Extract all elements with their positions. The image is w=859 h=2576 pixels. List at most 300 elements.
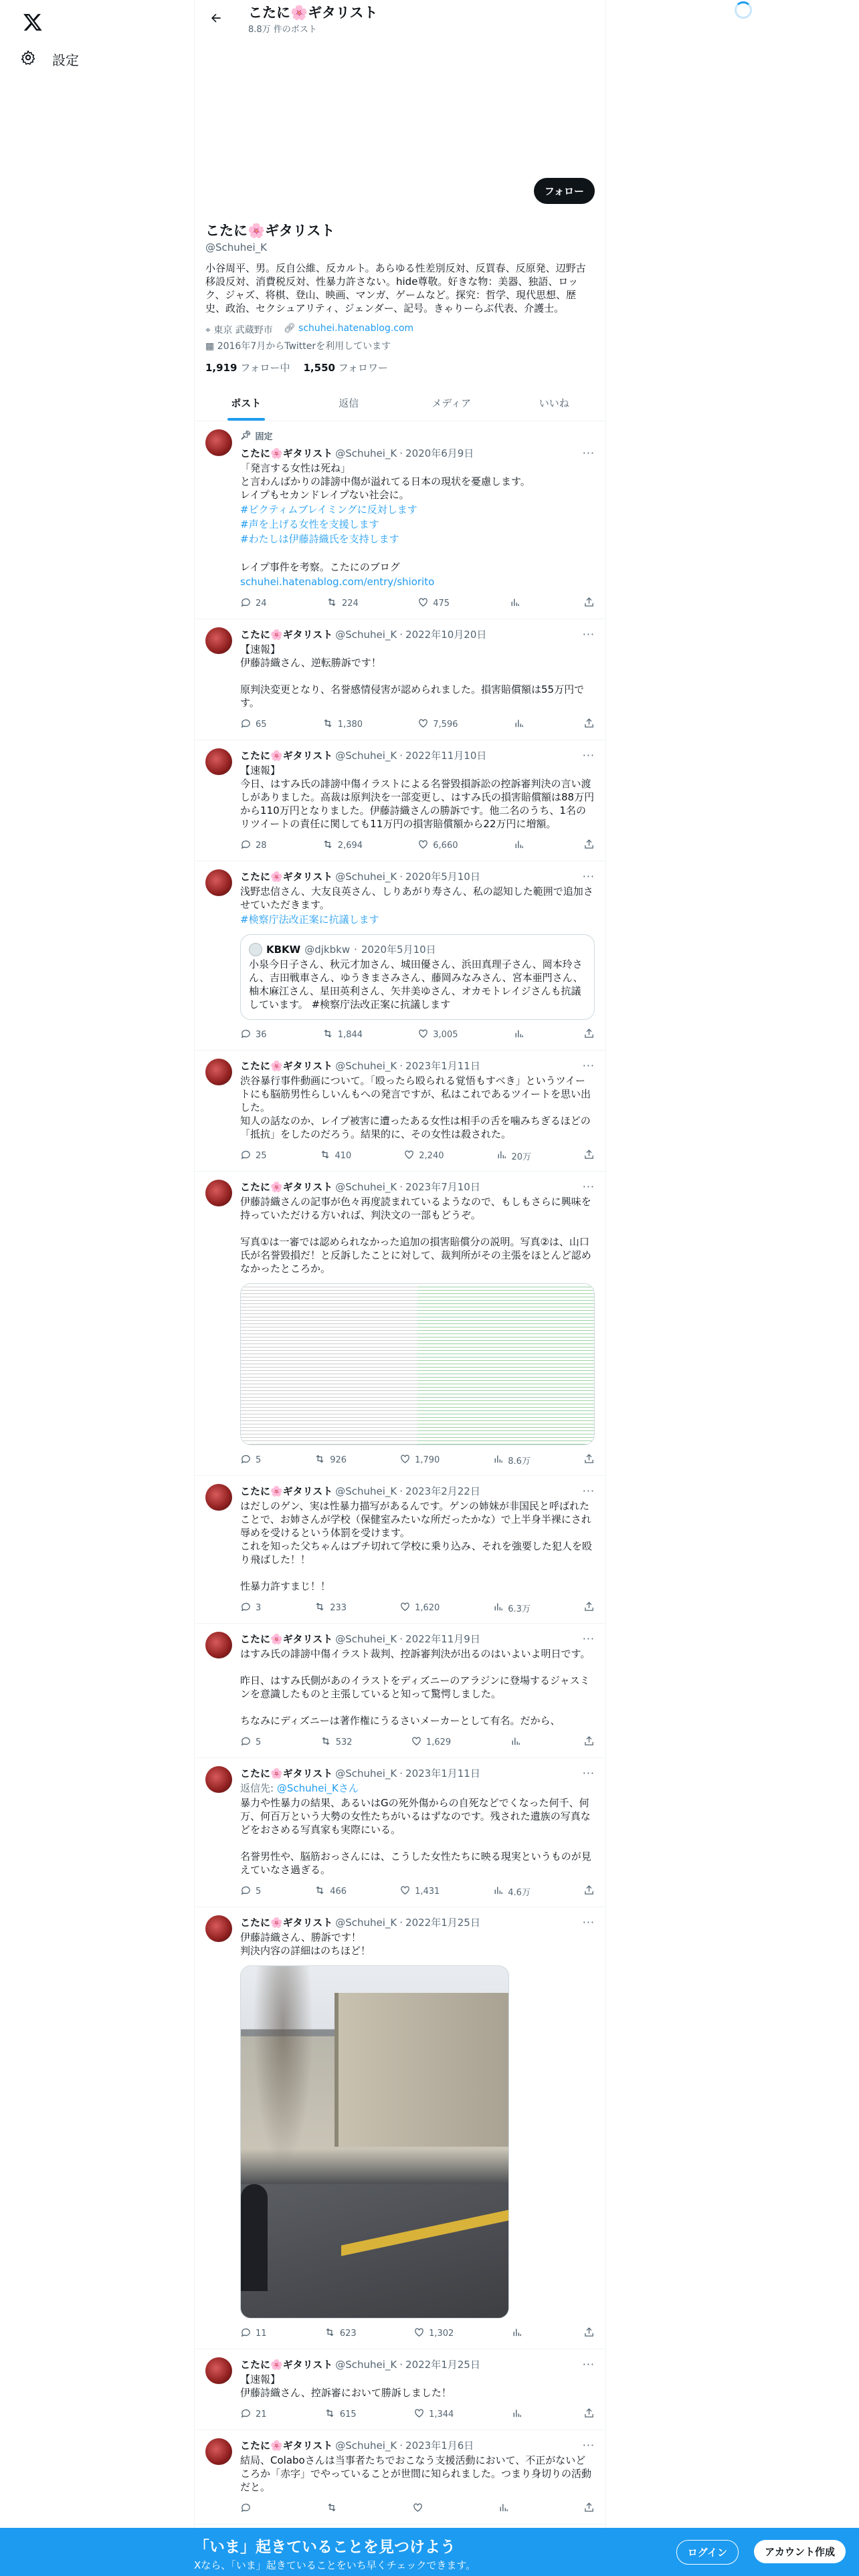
reply-button[interactable]: 5 (240, 1885, 261, 1899)
share-button[interactable] (583, 1453, 595, 1467)
avatar[interactable] (205, 2438, 232, 2465)
timeline (195, 421, 605, 2525)
tweet-body (240, 627, 595, 732)
tweet-text: はだしのゲン、実は性暴力描写があるんです。ゲンの姉妹が非国民と呼ばれたことで、お姉さんが学校（保健室みたいな所だったかな）で上半身半裸にされ辱めを受けるという体罰を受けます。 これを知った父ちゃんはブチ切れて学校に乗り込み、それを強要した犯人を殴り飛ばした！！ 性暴力許すまじ！！ (240, 1500, 592, 1592)
share-icon (583, 1149, 595, 1163)
heart-icon (417, 839, 429, 853)
tweet-actions (240, 1149, 595, 1163)
tweet-header (240, 2438, 595, 2452)
tweet[interactable] (195, 1624, 605, 1758)
analytics-icon (496, 1149, 507, 1163)
tweet-author-name[interactable]: こたに🌸ギタリスト (240, 2440, 333, 2452)
loading-spinner-icon (735, 1, 752, 19)
reply-icon (240, 1028, 252, 1042)
quote-avatar (249, 943, 262, 956)
separator-dot: · (399, 749, 403, 762)
tweet-date[interactable]: 2020年6月9日 (405, 447, 474, 459)
tweet-author-name[interactable]: こたに🌸ギタリスト (240, 1181, 333, 1193)
reply-button[interactable] (240, 2502, 256, 2516)
retweet-icon (322, 839, 334, 853)
heart-icon (411, 1735, 422, 1749)
reply-icon (240, 839, 252, 853)
tweet-date[interactable]: 2022年10月20日 (405, 629, 487, 641)
retweet-button[interactable]: 532 (320, 1735, 353, 1749)
retweet-icon (322, 718, 334, 732)
tweet-text: 【速報】 伊藤詩織さん、控訴審において勝訴しました！ (240, 2373, 452, 2399)
avatar[interactable] (205, 1915, 232, 1942)
more-icon[interactable]: ··· (582, 1180, 595, 1193)
avatar[interactable] (205, 627, 232, 654)
more-icon[interactable]: ··· (582, 1916, 595, 1929)
tweet-date[interactable]: 2022年11月9日 (405, 1633, 480, 1645)
tweet-actions (240, 1735, 595, 1749)
retweet-icon (314, 1601, 326, 1615)
tweet-header (240, 1180, 595, 1194)
retweet-icon (326, 597, 338, 611)
tweet-body (240, 429, 595, 611)
tweet-actions (240, 2502, 595, 2516)
reply-button[interactable]: 24 (240, 597, 267, 611)
tweet[interactable] (195, 2349, 605, 2430)
tweet[interactable] (195, 1758, 605, 1907)
follow-button[interactable]: フォロー (534, 178, 595, 204)
quote-author-handle: @djkbkw (304, 944, 351, 956)
more-icon[interactable]: ··· (582, 628, 595, 641)
share-button[interactable] (583, 1149, 595, 1163)
tweet[interactable] (195, 619, 605, 740)
tweet[interactable] (195, 1476, 605, 1624)
reply-icon (240, 1149, 252, 1163)
tweet-text: はすみ氏の誹謗中傷イラスト裁判、控訴審判決が出るのはいよいよ明日です。 昨日、はすみ氏側があのイラストをディズニーのアラジンに登場するジャスミンを意識したものと主張していると知って驚愕しました。 ちなみにディズニーは著作権にうるさいメーカーとして有名。だから、 (240, 1648, 591, 1727)
tweet-body (240, 1632, 595, 1749)
tweet-author-name[interactable]: こたに🌸ギタリスト (240, 1633, 333, 1645)
reply-to: 返信先: @Schuhei_Kさん (240, 1782, 359, 1794)
like-button[interactable]: 475 (417, 597, 450, 611)
profile-header (195, 185, 605, 374)
heart-icon (399, 1601, 411, 1615)
share-icon (583, 1885, 595, 1899)
more-icon[interactable]: ··· (582, 447, 595, 459)
reply-icon (240, 718, 252, 732)
hashtag-link[interactable]: #わたしは伊藤詩織氏を支持します (240, 533, 399, 545)
separator-dot: · (399, 2439, 403, 2452)
reply-button[interactable]: 5 (240, 1453, 261, 1467)
tweet-header (240, 869, 595, 883)
reply-icon (240, 1735, 252, 1749)
share-icon (583, 597, 595, 611)
tweet-author-name[interactable]: こたに🌸ギタリスト (240, 1767, 333, 1780)
tweet-date[interactable]: 2022年11月10日 (405, 750, 487, 762)
tweet-body (240, 748, 595, 853)
document-page-2 (417, 1284, 594, 1444)
share-icon (583, 2327, 595, 2341)
separator-dot: · (399, 1916, 403, 1929)
retweet-button[interactable]: 615 (324, 2407, 357, 2422)
reply-icon (240, 1601, 252, 1615)
more-icon[interactable]: ··· (582, 1059, 595, 1072)
heart-icon (417, 597, 429, 611)
avatar[interactable] (205, 1766, 232, 1793)
tab-media[interactable]: メディア (432, 397, 472, 409)
tweet-author-handle[interactable]: @Schuhei_K (335, 1059, 397, 1072)
tweet-author-handle[interactable]: @Schuhei_K (335, 1485, 397, 1497)
tweet-text: 伊藤詩織さんの記事が色々再度読まれているようなので、もしもさらに興味を持っていただける方いれば、判決文の一部もどうぞ。 写真①は一審では認められなかった追加の損害賠償分の説明。写真②は、山口氏が名誉毀損だ！と反訴したことに対して、裁判所がその主張をほとんど認めなかったところか。 (240, 1196, 591, 1275)
tweet-header (240, 1059, 595, 1073)
tweet-header (240, 446, 595, 460)
follow-stats (205, 360, 595, 374)
reply-icon (240, 597, 252, 611)
avatar[interactable] (205, 748, 232, 775)
analytics-icon (511, 2327, 522, 2341)
tweet-photo[interactable] (240, 1965, 509, 2319)
reply-icon (240, 2407, 252, 2422)
tweet-author-name[interactable]: こたに🌸ギタリスト (240, 871, 333, 883)
more-icon[interactable]: ··· (582, 2358, 595, 2371)
like-button[interactable]: 2,240 (403, 1149, 444, 1163)
profile-meta (205, 323, 595, 352)
separator-dot: · (399, 1180, 403, 1193)
tweet-author-handle[interactable]: @Schuhei_K (335, 1180, 397, 1193)
tab-posts[interactable]: ポスト (195, 385, 298, 421)
more-icon[interactable]: ··· (582, 1485, 595, 1497)
tab-likes[interactable]: いいね (539, 397, 569, 409)
tweet-author-handle[interactable]: @Schuhei_K (335, 628, 397, 641)
tweet-author-handle[interactable]: @Schuhei_K (335, 1632, 397, 1645)
views-button[interactable] (513, 839, 529, 853)
tweet[interactable] (195, 2430, 605, 2525)
tweet[interactable] (195, 861, 605, 1051)
retweet-button[interactable]: 233 (314, 1601, 347, 1615)
tweet[interactable] (195, 1051, 605, 1172)
separator-dot: · (399, 628, 403, 641)
views-button[interactable] (513, 718, 529, 732)
quoted-tweet[interactable]: KBKW @djkbkw · 2020年5月10日 小泉今日子さん、秋元才加さん、城田優さん、浜田真理子さん、岡本玲さん、吉田戦車さん、ゆうきまさみさん、藤岡みなみさん、宮本亜門さん、柚木麻江さん、星田英利さん、矢井美ゆさん、オカモトレイジさんも抗議しています。 #検察庁法改正案に抗議します (240, 934, 595, 1020)
avatar[interactable] (205, 429, 232, 456)
share-button[interactable] (583, 718, 595, 732)
profile-name: こたに🌸ギタリスト (205, 223, 335, 239)
hashtag-link[interactable]: #検察庁法改正案に抗議します (240, 914, 379, 926)
main-column (194, 0, 606, 2576)
document-page-1 (241, 1284, 417, 1444)
like-button[interactable]: 6,660 (417, 839, 458, 853)
signup-banner (0, 2528, 859, 2576)
tweet-date[interactable]: 2022年1月25日 (405, 2359, 480, 2371)
heart-icon (403, 1149, 415, 1163)
heart-icon (399, 1885, 411, 1899)
profile-handle: @Schuhei_K (205, 241, 268, 253)
profile-tabs (195, 385, 605, 421)
tweet-header (240, 1484, 595, 1498)
tweet-text-2: レイプ事件を考察。こたにのブログ (240, 561, 400, 573)
tweet-body (240, 1180, 595, 1467)
reply-button[interactable]: 3 (240, 1601, 261, 1615)
separator-dot: · (399, 1632, 403, 1645)
analytics-icon (513, 1028, 524, 1042)
tweet-text: 【速報】 今日、はすみ氏の誹謗中傷イラストによる名誉毀損訴訟の控訴審判決の言い渡しがありました。高裁は原判決を一部変更し、はすみ氏の損害賠償額は88万円から110万円となりました。伊藤詩織さんの勝訴です。他二名のうち、1名のリツイートの責任に関しても11万円の損害賠償額から22万円に増額。 (240, 764, 595, 830)
following-link[interactable]: 1,919 フォロー中 (205, 362, 290, 374)
back-arrow-icon[interactable] (204, 6, 228, 30)
heart-icon (413, 2327, 425, 2341)
like-button[interactable]: 1,302 (413, 2327, 454, 2341)
signup-button[interactable]: アカウント作成 (754, 2540, 846, 2563)
analytics-icon (492, 1885, 504, 1899)
tweet-body (240, 1766, 595, 1899)
tweet-text: 渋谷暴行事件動画について。「殴ったら殴られる覚悟もすべき」というツイートにも脳筋男性らしいんもへの発言ですが、私はこれであるツイートを思い出した。 知人の話なのか、レイプ被害に遭ったある女性は相手の舌を噛みちぎるほどの「抵抗」をしたのだろう。結果的に、その女性は殺された。 (240, 1075, 591, 1140)
heart-icon (399, 1453, 411, 1467)
gear-icon (20, 49, 36, 69)
calendar-icon: ▦ (205, 341, 217, 352)
separator-dot: · (399, 1767, 403, 1780)
reply-button[interactable]: 65 (240, 718, 267, 732)
post-count: 8.8万 件のポスト (248, 24, 317, 35)
reply-button[interactable]: 21 (240, 2407, 267, 2422)
tweet-header (240, 1632, 595, 1646)
tweet[interactable] (195, 740, 605, 861)
reply-icon (240, 2502, 252, 2516)
tweet-body (240, 869, 595, 1042)
avatar[interactable] (205, 869, 232, 896)
quote-author-name: KBKW (266, 944, 301, 956)
website-link[interactable]: 🔗︎ schuhei.hatenablog.com (283, 323, 414, 334)
location-icon: ⌖ (205, 325, 214, 336)
like-button[interactable] (412, 2502, 427, 2516)
analytics-icon (492, 1453, 504, 1467)
tweet-text: 結局、Colaboさんは当事者たちでおこなう支援活動において、不正がないどころか「赤字」でやっていることが世間に知られました。つまり身切りの活動だと。 (240, 2454, 592, 2493)
settings-link[interactable] (12, 43, 87, 75)
retweet-icon (319, 1149, 331, 1163)
retweet-icon (324, 2327, 336, 2341)
tweet-actions (240, 718, 595, 732)
share-icon (583, 1601, 595, 1615)
analytics-icon (492, 1601, 504, 1615)
tweet-actions (240, 597, 595, 611)
more-icon[interactable]: ··· (582, 749, 595, 762)
reply-button[interactable]: 25 (240, 1149, 267, 1163)
analytics-icon (511, 2407, 522, 2422)
like-button[interactable]: 1,620 (399, 1601, 440, 1615)
avatar[interactable] (205, 1484, 232, 1511)
more-icon[interactable]: ··· (582, 870, 595, 883)
tweet-author-handle[interactable]: @Schuhei_K (335, 1916, 397, 1929)
retweet-icon (314, 1453, 326, 1467)
views-button[interactable]: 8.6万 (492, 1453, 531, 1467)
retweet-button[interactable]: 2,694 (322, 839, 363, 853)
reply-icon (240, 2327, 252, 2341)
tweet-author-handle[interactable]: @Schuhei_K (335, 447, 397, 459)
share-button[interactable] (583, 839, 595, 853)
share-button[interactable] (583, 1601, 595, 1615)
views-button[interactable]: 6.3万 (492, 1601, 531, 1615)
pinned-indicator: 📌︎ 固定 (240, 431, 273, 442)
tweet-date[interactable]: 2023年7月10日 (405, 1181, 480, 1193)
tweet-link[interactable]: schuhei.hatenablog.com/entry/shiorito (240, 576, 435, 588)
share-button[interactable] (583, 1028, 595, 1042)
share-icon (583, 839, 595, 853)
reply-button[interactable]: 11 (240, 2327, 267, 2341)
share-button[interactable] (583, 597, 595, 611)
tweet-image[interactable] (240, 1283, 595, 1445)
reply-button[interactable]: 36 (240, 1028, 267, 1042)
share-icon (583, 1028, 595, 1042)
views-button[interactable] (498, 2502, 513, 2516)
top-bar (195, 0, 605, 36)
like-button[interactable]: 7,596 (417, 718, 458, 732)
retweet-button[interactable] (326, 2502, 342, 2516)
quote-date: 2020年5月10日 (361, 944, 436, 956)
more-icon[interactable]: ··· (582, 1767, 595, 1780)
retweet-button[interactable]: 623 (324, 2327, 357, 2341)
separator-dot: · (399, 1059, 403, 1072)
tweet-author-handle[interactable]: @Schuhei_K (335, 2358, 397, 2371)
tweet-date[interactable]: 2023年1月11日 (405, 1767, 480, 1780)
share-icon (583, 2407, 595, 2422)
share-icon (583, 1453, 595, 1467)
tweet-author-name[interactable]: こたに🌸ギタリスト (240, 1917, 333, 1929)
tweet-header (240, 1915, 595, 1929)
more-icon[interactable]: ··· (582, 2439, 595, 2452)
banner-title: 「いま」起きていることを見つけよう (194, 2539, 456, 2556)
analytics-icon (513, 718, 524, 732)
views-button[interactable] (509, 597, 524, 611)
tweet-actions (240, 2327, 595, 2341)
views-button[interactable] (510, 1735, 525, 1749)
tweet-author-name[interactable]: こたに🌸ギタリスト (240, 447, 333, 459)
analytics-icon (513, 839, 524, 853)
login-button[interactable]: ログイン (676, 2540, 739, 2565)
x-logo-icon[interactable] (16, 5, 50, 39)
share-button[interactable] (583, 1885, 595, 1899)
share-icon (583, 1735, 595, 1749)
share-button[interactable] (583, 2502, 595, 2516)
followers-link[interactable]: 1,550 フォロワー (303, 362, 388, 374)
tweet-author-handle[interactable]: @Schuhei_K (335, 749, 397, 762)
tweet-actions (240, 839, 595, 853)
tweet-author-name[interactable]: こたに🌸ギタリスト (240, 750, 333, 762)
like-button[interactable]: 3,005 (417, 1028, 458, 1042)
share-button[interactable] (583, 2327, 595, 2341)
tweet-author-name[interactable]: こたに🌸ギタリスト (240, 1485, 333, 1497)
more-icon[interactable]: ··· (582, 1632, 595, 1645)
tweet-date[interactable]: 2023年1月6日 (405, 2440, 474, 2452)
tweet-text: 【速報】 伊藤詩織さん、逆転勝訴です！ 原判決変更となり、名誉感情侵害が認められました。損害賠償額は55万円です。 (240, 643, 585, 709)
tweet-actions (240, 1601, 595, 1615)
reply-icon (240, 1453, 252, 1467)
reply-button[interactable]: 5 (240, 1735, 261, 1749)
tab-replies[interactable]: 返信 (339, 397, 359, 409)
views-button[interactable] (513, 1028, 529, 1042)
avatar[interactable] (205, 2357, 232, 2384)
separator-dot: · (399, 2358, 403, 2371)
views-button[interactable]: 20万 (496, 1149, 531, 1163)
quote-text: 小泉今日子さん、秋元才加さん、城田優さん、浜田真理子さん、岡本玲さん、吉田戦車さん、ゆうきまさみさん、藤岡みなみさん、宮本亜門さん、柚木麻江さん、星田英利さん、矢井美ゆさん、オカモトレイジさんも抗議しています。 #検察庁法改正案に抗議します (249, 958, 583, 1010)
tweet-date[interactable]: 2020年5月10日 (405, 871, 480, 883)
hashtag-link[interactable]: #声を上げる女性を支援します (240, 518, 379, 530)
retweet-button[interactable]: 224 (326, 597, 359, 611)
retweet-button[interactable]: 1,380 (322, 718, 363, 732)
avatar[interactable] (205, 1632, 232, 1658)
heart-icon (417, 1028, 429, 1042)
link-icon: 🔗︎ (283, 323, 299, 334)
tweet-body (240, 1915, 595, 2341)
tweet-text: 暴力や性暴力の結果、あるいはGの死外傷からの自死などでくなった何千、何万、何百万という大勢の女性たちがいるはずなのです。残された遺族の写真などをおさめる写真家も実際にいる。 名誉男性や、脳筋おっさんには、こうした女性たちに映る現実というものが見えていなさ過ぎる。 (240, 1797, 591, 1876)
tweet-body (240, 1484, 595, 1615)
tweet-header (240, 748, 595, 762)
tweet-author-handle[interactable]: @Schuhei_K (335, 2439, 397, 2452)
heart-icon (413, 2407, 425, 2422)
like-button[interactable]: 1,344 (413, 2407, 454, 2422)
tweet-date[interactable]: 2023年2月22日 (405, 1485, 480, 1497)
views-button[interactable]: 4.6万 (492, 1885, 531, 1899)
tweet-body (240, 2357, 595, 2422)
tweet-date[interactable]: 2022年1月25日 (405, 1917, 480, 1929)
retweet-button[interactable]: 926 (314, 1453, 347, 1467)
profile-bio: 小谷周平、男。反自公維、反カルト。あらゆる性差別反対、反買春、反原発、辺野古移設反対、消費税反対、性暴力許さない。hide尊敬。好きな物：美器、独語、ロック、ジャズ、将棋、登山、映画、マンガ、ゲームなど。探究：哲学、現代思想、歴史、政治、セクシュアリティ、ジェンダー、記号。きゃりーらぶ代表、介護士。 (205, 262, 586, 314)
tweet-date[interactable]: 2023年1月11日 (405, 1060, 480, 1072)
tweet-header (240, 2357, 595, 2371)
retweet-icon (322, 1028, 334, 1042)
reply-to-link[interactable]: @Schuhei_Kさん (276, 1782, 359, 1794)
retweet-icon (324, 2407, 336, 2422)
profile-banner (195, 36, 605, 169)
analytics-icon (498, 2502, 509, 2516)
analytics-icon (509, 597, 520, 611)
tweet-body (240, 2438, 595, 2516)
like-button[interactable]: 1,629 (411, 1735, 451, 1749)
banner-subtitle: Xなら、「いま」起きていることをいち早くチェックできます。 (194, 2559, 476, 2571)
views-button[interactable] (511, 2407, 527, 2422)
heart-icon (412, 2502, 423, 2516)
share-button[interactable] (583, 1735, 595, 1749)
like-button[interactable]: 1,790 (399, 1453, 440, 1467)
settings-label: 設定 (52, 51, 79, 68)
tweet-actions (240, 1028, 595, 1042)
share-button[interactable] (583, 2407, 595, 2422)
tweet-author-name[interactable]: こたに🌸ギタリスト (240, 629, 333, 641)
tweet-header (240, 1766, 595, 1780)
tweet-author-name[interactable]: こたに🌸ギタリスト (240, 2359, 333, 2371)
retweet-icon (320, 1735, 332, 1749)
views-button[interactable] (511, 2327, 527, 2341)
tweet-header (240, 627, 595, 641)
avatar[interactable] (205, 1059, 232, 1085)
retweet-button[interactable]: 466 (314, 1885, 347, 1899)
retweet-button[interactable]: 1,844 (322, 1028, 363, 1042)
retweet-button[interactable]: 410 (319, 1149, 352, 1163)
retweet-icon (314, 1885, 326, 1899)
pin-icon: 📌︎ (240, 431, 252, 441)
tweet-text: 浅野忠信さん、大友良英さん、しりあがり寿さん、私の認知した範囲で追加させていただきます。 (240, 885, 593, 911)
like-button[interactable]: 1,431 (399, 1885, 440, 1899)
avatar[interactable] (205, 1180, 232, 1206)
tweet[interactable] (195, 421, 605, 619)
tweet-author-name[interactable]: こたに🌸ギタリスト (240, 1060, 333, 1072)
topbar-name: こたに🌸ギタリスト (248, 4, 378, 21)
tweet-actions (240, 1885, 595, 1899)
hashtag-link[interactable]: #ビクティムブレイミングに反対します (240, 504, 417, 516)
reply-button[interactable]: 28 (240, 839, 267, 853)
tweet[interactable] (195, 1172, 605, 1476)
retweet-icon (326, 2502, 338, 2516)
analytics-icon (510, 1735, 521, 1749)
tweet[interactable] (195, 1907, 605, 2349)
location: ⌖ 東京 武蔵野市 (205, 325, 273, 336)
tweet-author-handle[interactable]: @Schuhei_K (335, 870, 397, 883)
tweet-author-handle[interactable]: @Schuhei_K (335, 1767, 397, 1780)
join-date: ▦ 2016年7月からTwitterを利用しています (205, 341, 391, 352)
share-icon (583, 718, 595, 732)
separator-dot: · (399, 447, 403, 459)
tweet-text: 「発言する女性は死ね」 と言わんばかりの誹謗中傷が溢れてる日本の現状を憂慮します。 レイプもセカンドレイプない社会に。 (240, 462, 531, 501)
